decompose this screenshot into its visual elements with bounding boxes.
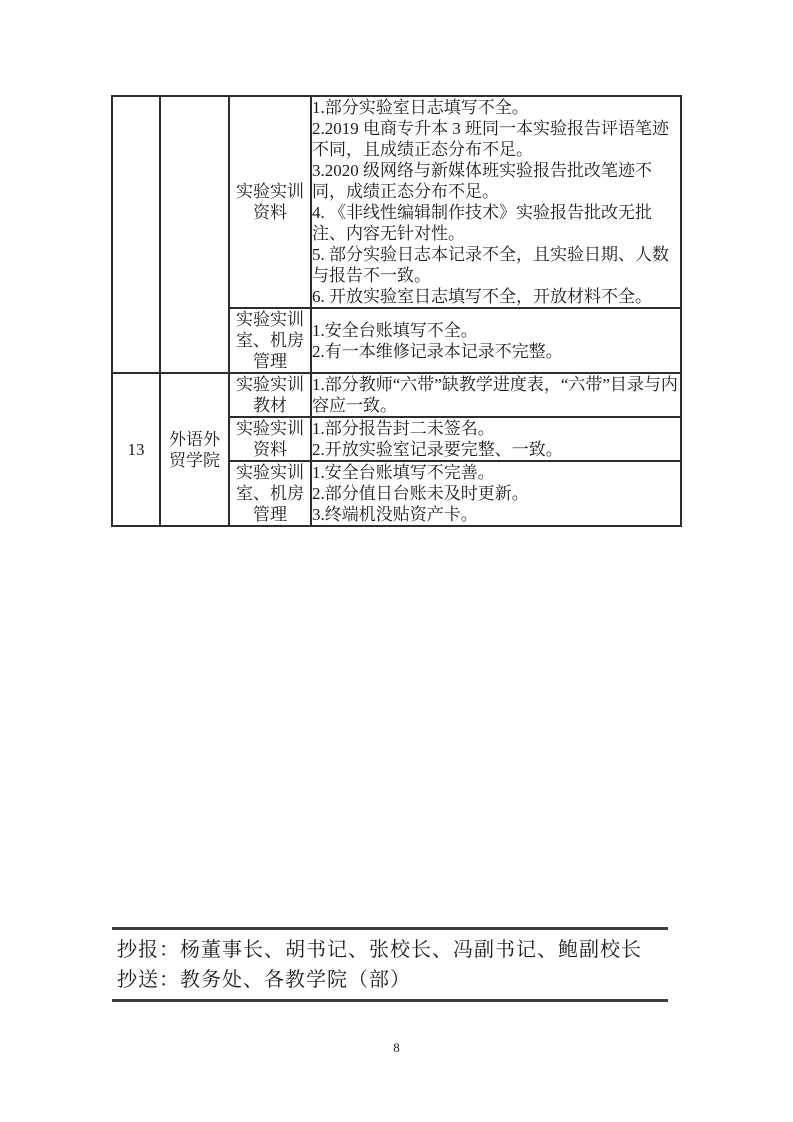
category-cell: 实验实训资料 [229, 417, 311, 461]
issue-item: 3.终端机没贴资产卡。 [312, 505, 478, 524]
copy-send-line [117, 965, 668, 995]
page-number: 8 [393, 1040, 400, 1055]
issue-item: 2.部分值日台账未及时更新。 [312, 484, 529, 503]
issue-item: 1.部分教师“六带”缺教学进度表，“六带”目录与内容应一致。 [312, 375, 678, 415]
category-cell: 实验实训室、机房管理 [229, 308, 311, 373]
issue-item: 4. 《非线性编辑制作技术》实验报告批改无批注、内容无针对性。 [312, 203, 652, 243]
table-row [112, 373, 681, 417]
copy-report-label: 抄报： [117, 939, 180, 961]
issues-cell [311, 308, 681, 373]
issue-item: 2.2019 电商专升本 3 班同一本实验报告评语笔迹不同，且成绩正态分布不足。 [312, 119, 669, 159]
copy-send-names: 教务处、各教学院（部） [180, 969, 411, 991]
issue-item: 1.安全台账填写不完善。 [312, 463, 495, 482]
issue-item: 1.部分实验室日志填写不全。 [312, 98, 529, 117]
college-cell: 外语外贸学院 [160, 373, 229, 526]
copy-report-line [117, 935, 668, 965]
row-number-cell [112, 96, 160, 373]
issues-cell [311, 96, 681, 308]
category-cell: 实验实训教材 [229, 373, 311, 417]
issue-item: 3.2020 级网络与新媒体班实验报告批改笔迹不同，成绩正态分布不足。 [312, 161, 652, 201]
distribution-block [112, 927, 668, 1002]
row-number-cell: 13 [112, 373, 160, 526]
issue-item: 1.安全台账填写不全。 [312, 320, 478, 340]
issues-cell [311, 417, 681, 461]
issue-item: 1.部分报告封二未签名。 [312, 419, 495, 438]
college-cell [160, 96, 229, 373]
category-cell: 实验实训室、机房管理 [229, 461, 311, 526]
issues-cell [311, 461, 681, 526]
issue-item: 2.有一本维修记录本记录不完整。 [312, 341, 563, 361]
category-cell: 实验实训资料 [229, 96, 311, 308]
copy-send-label: 抄送： [117, 969, 180, 991]
table-row [112, 96, 681, 308]
issues-cell [311, 373, 681, 417]
issue-item: 6. 开放实验室日志填写不全，开放材料不全。 [312, 287, 652, 306]
inspection-findings-table [111, 95, 682, 527]
issue-item: 2.开放实验室记录要完整、一致。 [312, 440, 563, 459]
copy-report-names: 杨董事长、胡书记、张校长、冯副书记、鲍副校长 [180, 939, 642, 961]
issue-item: 5. 部分实验日志本记录不全，且实验日期、人数与报告不一致。 [312, 245, 669, 285]
